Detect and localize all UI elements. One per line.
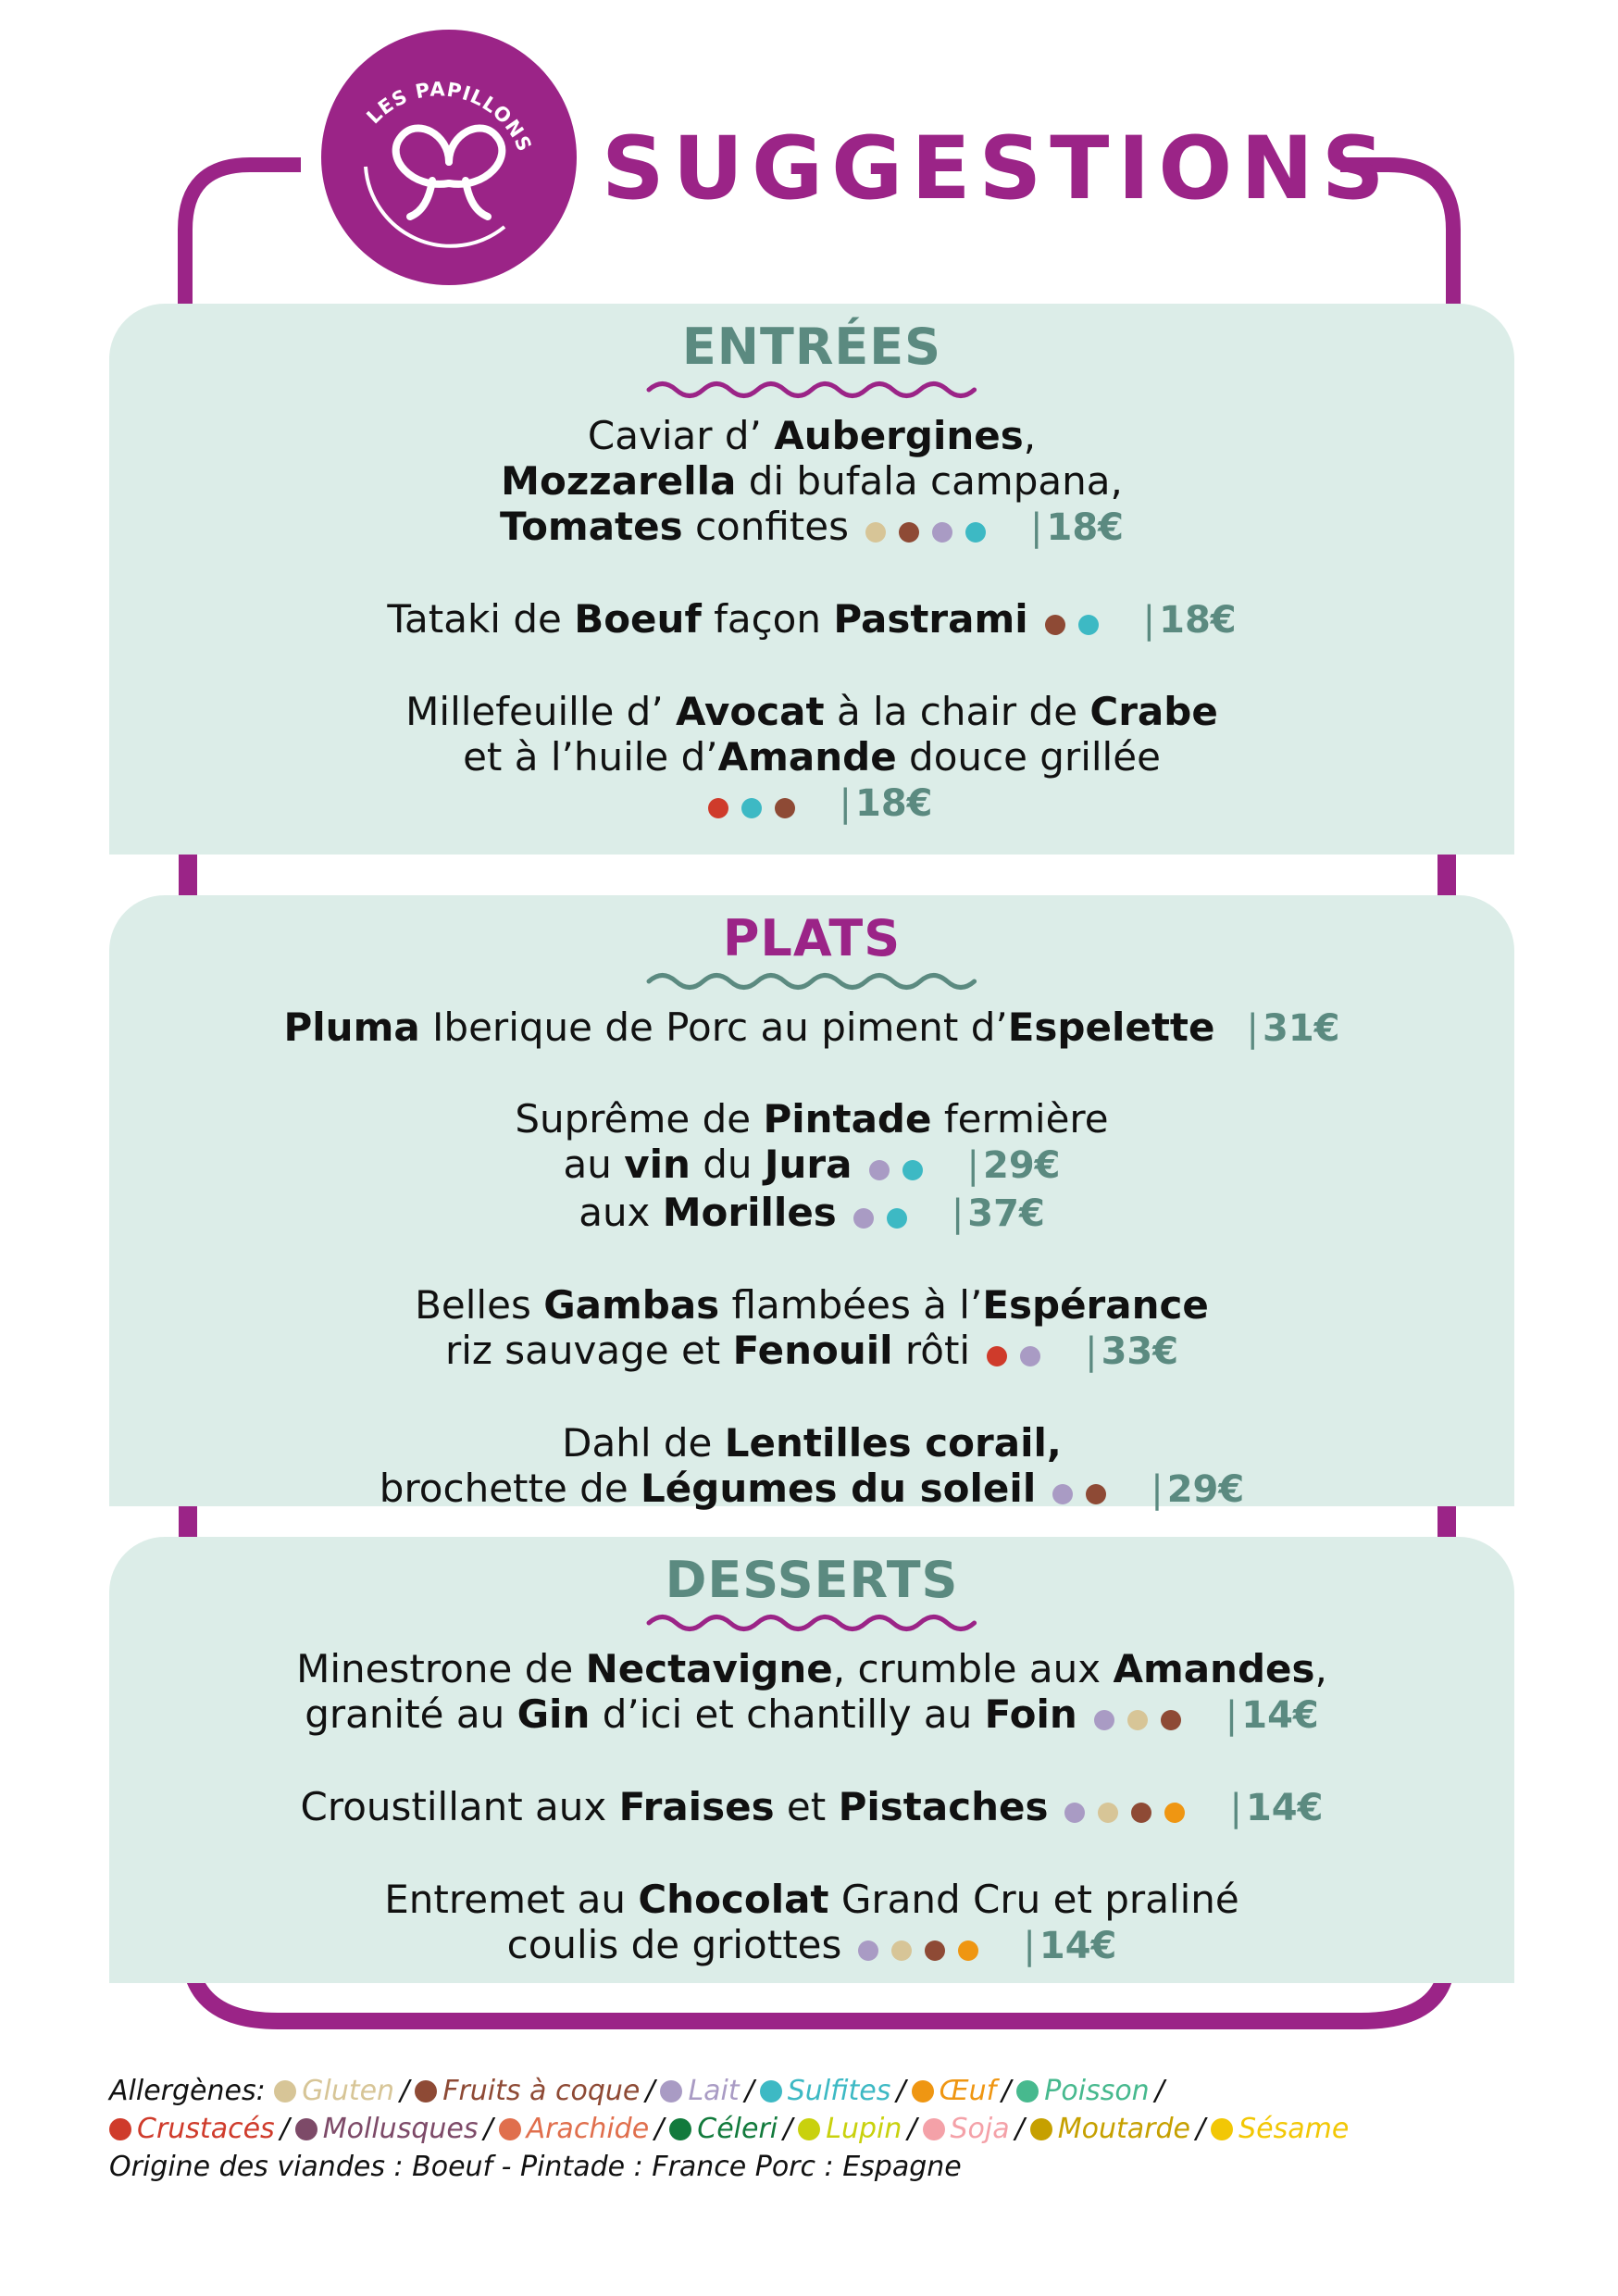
- dish-highlight: Gin: [517, 1691, 591, 1737]
- dish-line: [109, 413, 1514, 458]
- legend-separator: /: [1195, 2113, 1206, 2145]
- dish-text: au: [563, 1142, 625, 1187]
- allergen-dot-icon: [295, 2118, 317, 2140]
- allergen-dot-icon: [965, 522, 986, 543]
- legend-label: Sulfites: [787, 2075, 891, 2107]
- wave-divider-icon: [645, 378, 978, 402]
- legend-label: Lait: [688, 2075, 740, 2107]
- dish-highlight: Chocolat: [638, 1877, 829, 1922]
- allergen-dot-icon: [1127, 1710, 1148, 1730]
- dish-item: [109, 596, 1514, 644]
- legend-separator: /: [483, 2113, 493, 2145]
- spacer: [109, 1740, 1514, 1784]
- dish-text: confites: [682, 504, 849, 549]
- allergen-dot-icon: [958, 1940, 978, 1961]
- dish-price: | 29€: [967, 1143, 1061, 1189]
- legend-label: Fruits à coque: [442, 2075, 641, 2107]
- logo-text: LES PAPILLONS: [362, 78, 537, 156]
- legend-label: Soja: [950, 2113, 1010, 2145]
- dish-item: [109, 1646, 1514, 1740]
- dish-highlight: Aubergines: [774, 413, 1024, 458]
- legend-separator: /: [896, 2075, 906, 2107]
- dish-highlight: Espelette: [1007, 1004, 1215, 1050]
- legend-item-oeuf: [912, 2072, 997, 2110]
- wave-divider-icon: [645, 969, 978, 993]
- les-papillons-logo: [319, 28, 579, 287]
- wave-divider-icon: [645, 1611, 978, 1635]
- dish-text: Tataki de: [387, 596, 575, 642]
- dish-text: et à l’huile d’: [463, 734, 718, 780]
- dish-price: | 29€: [1151, 1467, 1244, 1513]
- allergen-dot-icon: [987, 1346, 1007, 1366]
- section-title: PLATS: [722, 909, 902, 967]
- dish-highlight: Lentilles corail,: [724, 1420, 1062, 1466]
- allergen-dot-icon: [899, 522, 919, 543]
- allergen-dot-icon: [760, 2080, 782, 2103]
- dish-line: [109, 1004, 1514, 1052]
- dish-text: coulis de griottes: [506, 1922, 842, 1967]
- allergen-dot-icon: [1164, 1803, 1185, 1823]
- allergen-dot-icon: [708, 798, 728, 818]
- dish-highlight: Pastrami: [833, 596, 1028, 642]
- legend-item-fruits_a_coque: [415, 2072, 640, 2110]
- allergen-dots: [869, 1144, 936, 1190]
- allergen-dot-icon: [798, 2118, 820, 2140]
- legend-label: Céleri: [697, 2113, 778, 2145]
- allergen-dot-icon: [932, 522, 952, 543]
- allergen-dots: [858, 1925, 991, 1970]
- allergen-dot-icon: [1052, 1484, 1073, 1504]
- dish-highlight: Fenouil: [732, 1328, 893, 1373]
- dish-highlight: Pluma: [283, 1004, 420, 1050]
- allergen-dot-icon: [912, 2080, 934, 2103]
- spacer: [109, 552, 1514, 596]
- dish-line: [109, 1420, 1514, 1466]
- dish-highlight: Jura: [764, 1142, 853, 1187]
- allergen-dot-icon: [274, 2080, 296, 2103]
- legend-item-crustaces: [109, 2110, 275, 2148]
- legend-label: Lupin: [826, 2113, 902, 2145]
- legend-separator: /: [400, 2075, 410, 2107]
- spacer: [109, 1238, 1514, 1282]
- dish-highlight: Nectavigne: [585, 1646, 833, 1691]
- allergen-dot-icon: [923, 2118, 945, 2140]
- dish-line: [109, 1877, 1514, 1922]
- allergen-dot-icon: [869, 1160, 890, 1180]
- legend-item-mollusques: [295, 2110, 479, 2148]
- allergen-dot-icon: [499, 2118, 521, 2140]
- dish-line: [109, 1142, 1514, 1190]
- allergen-dot-icon: [669, 2118, 691, 2140]
- section-plats: [109, 895, 1514, 1511]
- allergen-dot-icon: [1030, 2118, 1052, 2140]
- dish-list: [109, 1646, 1514, 1970]
- legend-label: Œuf: [939, 2075, 997, 2107]
- legend-label: Arachide: [526, 2113, 650, 2145]
- allergen-dot-icon: [415, 2080, 437, 2103]
- dish-highlight: Morilles: [662, 1190, 837, 1235]
- dish-highlight: Avocat: [676, 689, 825, 734]
- legend-label: Poisson: [1044, 2075, 1150, 2107]
- dish-text: di bufala campana,: [736, 458, 1123, 504]
- dish-text: Suprême de: [515, 1096, 764, 1142]
- allergen-dot-icon: [1161, 1710, 1181, 1730]
- allergen-dot-icon: [1020, 1346, 1040, 1366]
- dish-highlight: Pistaches: [838, 1784, 1049, 1829]
- legend-item-poisson: [1016, 2072, 1149, 2110]
- dish-line: [109, 1784, 1514, 1832]
- allergen-dots: [1052, 1468, 1119, 1514]
- dish-text: Entremet au: [384, 1877, 639, 1922]
- legend-item-celeri: [669, 2110, 778, 2148]
- legend-separator: /: [1154, 2075, 1164, 2107]
- dish-text: ,: [1023, 413, 1037, 458]
- legend-separator: /: [744, 2075, 754, 2107]
- allergen-dot-icon: [741, 798, 762, 818]
- allergen-legend-entries: [109, 2072, 1553, 2148]
- dish-highlight: Pintade: [763, 1096, 932, 1142]
- dish-line: [109, 1691, 1514, 1740]
- allergen-dot-icon: [660, 2080, 682, 2103]
- dish-line: [109, 1282, 1514, 1328]
- dish-price: | 14€: [1229, 1786, 1323, 1831]
- allergen-dots: [1045, 599, 1112, 644]
- dish-price: | 18€: [1030, 505, 1124, 551]
- dish-highlight: vin: [624, 1142, 691, 1187]
- dish-text: d’ici et chantilly au: [590, 1691, 985, 1737]
- dish-item: [109, 1190, 1514, 1238]
- dish-text: Iberique de Porc au piment d’: [419, 1004, 1008, 1050]
- dish-line: [109, 1466, 1514, 1514]
- dish-list: [109, 1004, 1514, 1514]
- allergen-dots: [1064, 1787, 1198, 1832]
- dish-list: [109, 413, 1514, 828]
- spacer: [109, 644, 1514, 689]
- dish-text: et: [774, 1784, 839, 1829]
- allergen-dot-icon: [1016, 2080, 1039, 2103]
- allergen-dot-icon: [1098, 1803, 1118, 1823]
- allergen-dots: [1094, 1694, 1194, 1740]
- dish-highlight: Légumes du soleil: [641, 1466, 1037, 1511]
- allergen-dot-icon: [775, 798, 795, 818]
- spacer: [109, 1376, 1514, 1420]
- legend-separator: /: [907, 2113, 917, 2145]
- dish-text: façon: [701, 596, 834, 642]
- dish-highlight: Mozzarella: [501, 458, 737, 504]
- dish-text: flambées à l’: [719, 1282, 983, 1328]
- allergen-legend-label: Allergènes:: [109, 2075, 275, 2107]
- legend-separator: /: [654, 2113, 665, 2145]
- dish-highlight: Tomates: [500, 504, 683, 549]
- dish-text: rôti: [892, 1328, 971, 1373]
- dish-text: du: [690, 1142, 765, 1187]
- allergen-dot-icon: [109, 2118, 131, 2140]
- legend-item-lait: [660, 2072, 739, 2110]
- dish-text: à la chair de: [824, 689, 1090, 734]
- allergen-dot-icon: [1094, 1710, 1114, 1730]
- dish-text: fermière: [931, 1096, 1109, 1142]
- dish-price: | 14€: [1023, 1924, 1116, 1969]
- legend-item-sesame: [1211, 2110, 1349, 2148]
- legend-item-arachide: [499, 2110, 650, 2148]
- dish-highlight: Espérance: [982, 1282, 1209, 1328]
- dish-text: riz sauvage et: [444, 1328, 733, 1373]
- dish-line: [109, 1646, 1514, 1691]
- allergen-dot-icon: [1086, 1484, 1106, 1504]
- dish-text: Minestrone de: [296, 1646, 586, 1691]
- dish-highlight: Fraises: [618, 1784, 775, 1829]
- legend-item-lupin: [798, 2110, 902, 2148]
- allergen-dot-icon: [1064, 1803, 1085, 1823]
- dish-line: [109, 1096, 1514, 1142]
- allergen-dot-icon: [891, 1940, 912, 1961]
- section-header: [109, 908, 1514, 993]
- allergen-dot-icon: [925, 1940, 945, 1961]
- legend-label: Mollusques: [322, 2113, 479, 2145]
- dish-line: [109, 780, 1514, 828]
- dish-line: [109, 1922, 1514, 1970]
- allergen-dots: [708, 782, 808, 828]
- dish-text: , crumble aux: [832, 1646, 1114, 1691]
- dish-text: Millefeuille d’: [405, 689, 677, 734]
- allergen-dots: [987, 1330, 1053, 1376]
- dish-line: [109, 596, 1514, 644]
- legend-label: Sésame: [1238, 2113, 1350, 2145]
- allergen-dot-icon: [1131, 1803, 1151, 1823]
- allergen-dot-icon: [1045, 615, 1065, 635]
- allergen-legend: [109, 2072, 1553, 2186]
- dish-item: [109, 1282, 1514, 1376]
- dish-item: [109, 1420, 1514, 1514]
- legend-separator: /: [645, 2075, 655, 2107]
- legend-item-sulfites: [760, 2072, 891, 2110]
- dish-text: ,: [1314, 1646, 1327, 1691]
- section-title: ENTRÉES: [681, 318, 942, 376]
- dish-line: [109, 1328, 1514, 1376]
- allergen-dots: [853, 1192, 920, 1238]
- allergen-dot-icon: [853, 1208, 874, 1229]
- dish-highlight: Amande: [717, 734, 897, 780]
- dish-line: [109, 1190, 1514, 1238]
- dish-price: | 14€: [1226, 1693, 1319, 1739]
- dish-highlight: Foin: [984, 1691, 1077, 1737]
- dish-text: douce grillée: [896, 734, 1161, 780]
- dish-line: [109, 458, 1514, 504]
- dish-text: brochette de: [379, 1466, 641, 1511]
- dish-text: Caviar d’: [587, 413, 775, 458]
- dish-text: Grand Cru et praliné: [828, 1877, 1239, 1922]
- allergen-dot-icon: [865, 522, 886, 543]
- section-entrees: [109, 304, 1514, 855]
- dish-highlight: Amandes: [1113, 1646, 1315, 1691]
- allergen-dots: [865, 506, 999, 552]
- dish-highlight: Boeuf: [574, 596, 702, 642]
- dish-item: [109, 1142, 1514, 1190]
- legend-label: Gluten: [302, 2075, 395, 2107]
- legend-item-soja: [923, 2110, 1010, 2148]
- dish-text: Dahl de: [562, 1420, 725, 1466]
- dish-price: | 18€: [840, 781, 933, 827]
- dish-text: aux: [579, 1190, 663, 1235]
- section-desserts: [109, 1537, 1514, 1983]
- allergen-dot-icon: [902, 1160, 923, 1180]
- dish-price: | 37€: [952, 1192, 1045, 1237]
- spacer: [109, 1832, 1514, 1877]
- legend-label: Moutarde: [1057, 2113, 1190, 2145]
- legend-item-gluten: [274, 2072, 394, 2110]
- section-header: [109, 1550, 1514, 1635]
- allergen-dot-icon: [1078, 615, 1099, 635]
- spacer: [109, 1052, 1514, 1096]
- dish-text: granité au: [305, 1691, 517, 1737]
- dish-line: [109, 689, 1514, 734]
- dish-item: [109, 1096, 1514, 1142]
- allergen-dot-icon: [887, 1208, 907, 1229]
- dish-item: [109, 1004, 1514, 1052]
- meat-origin-note: Origine des viandes : Boeuf - Pintade : France Porc : Espagne: [109, 2151, 962, 2183]
- legend-label: Crustacés: [137, 2113, 275, 2145]
- legend-separator: /: [280, 2113, 290, 2145]
- dish-item: [109, 689, 1514, 828]
- legend-item-moutarde: [1030, 2110, 1190, 2148]
- dish-highlight: Gambas: [543, 1282, 720, 1328]
- dish-item: [109, 1877, 1514, 1970]
- dish-item: [109, 413, 1514, 552]
- allergen-dot-icon: [858, 1940, 878, 1961]
- section-title: DESSERTS: [665, 1551, 959, 1609]
- section-header: [109, 317, 1514, 402]
- dish-text: Croustillant aux: [300, 1784, 619, 1829]
- dish-item: [109, 1784, 1514, 1832]
- legend-separator: /: [783, 2113, 793, 2145]
- legend-separator: /: [1014, 2113, 1025, 2145]
- dish-price: | 18€: [1143, 598, 1237, 643]
- dish-price: | 31€: [1247, 1006, 1340, 1052]
- allergen-dot-icon: [1211, 2118, 1233, 2140]
- dish-line: [109, 504, 1514, 552]
- dish-highlight: Crabe: [1089, 689, 1218, 734]
- dish-price: | 33€: [1085, 1329, 1178, 1375]
- dish-text: Belles: [415, 1282, 544, 1328]
- page-title: SUGGESTIONS: [602, 119, 1393, 219]
- legend-separator: /: [1002, 2075, 1012, 2107]
- dish-line: [109, 734, 1514, 780]
